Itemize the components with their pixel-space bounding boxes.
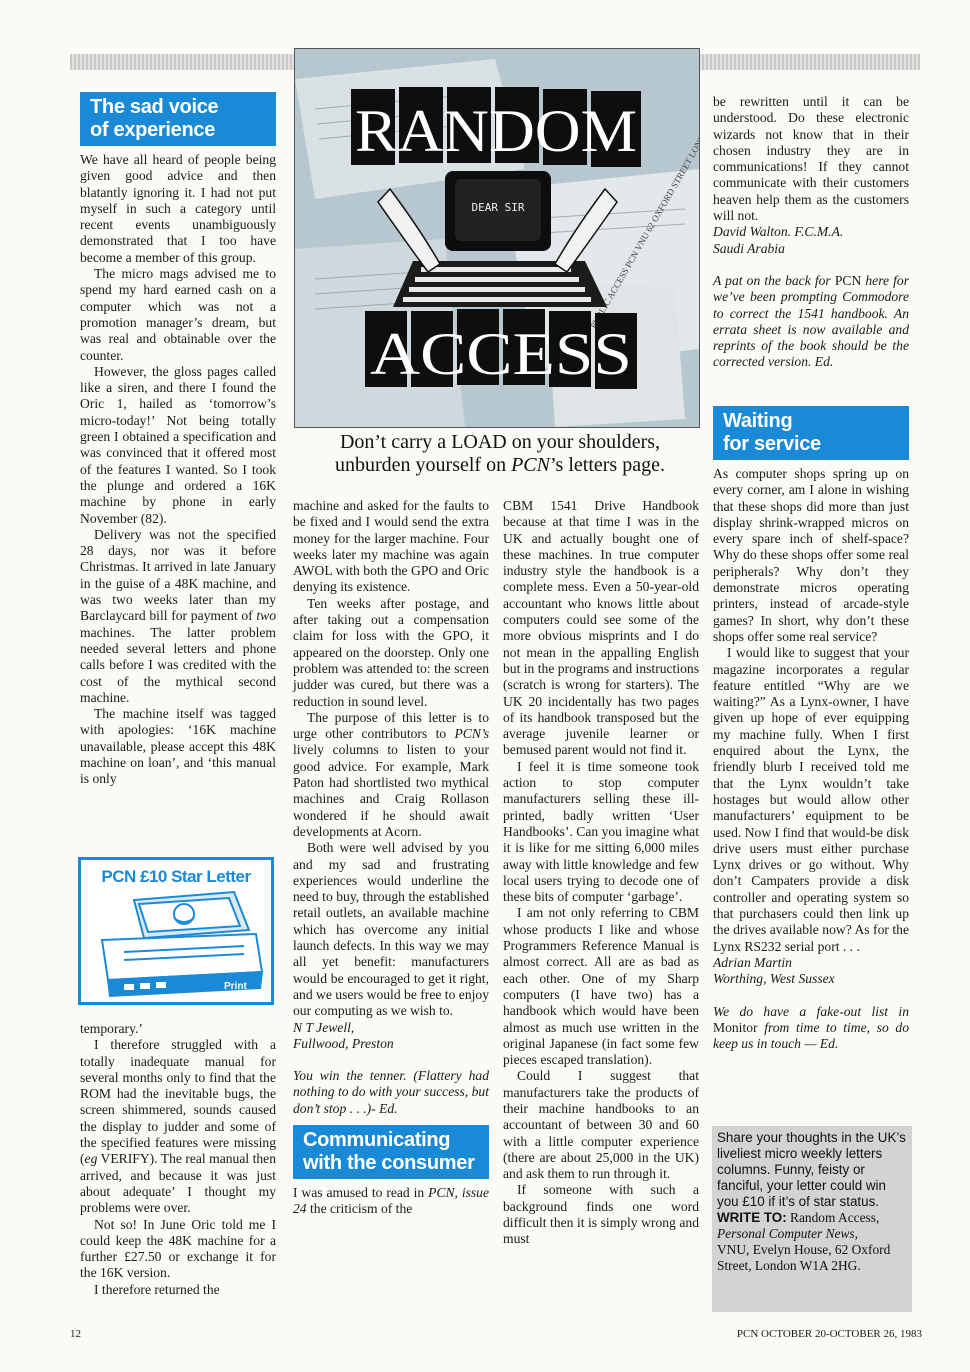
star-letter-title: PCN £10 Star Letter [101, 867, 251, 886]
paragraph: machine and asked for the faults to be fixed and I would send the extra money for the larger machine. Four weeks later my machine was again AWOL with both the GPO and Oric denying its existence. [293, 498, 489, 595]
paragraph: I therefore struggled with a totally inadequate manual for several months only to find that the ROM had the inevitable bugs, the screen shimmered, sounds caused the display to judder and some of the specified features were missing (eg VERIFY). The real manual then arrived, and because it was just about adequate’ I thought my problems were over. [80, 1037, 276, 1216]
headline-sad-voice: The sad voice of experience [80, 92, 276, 146]
signature-location: Worthing, West Sussex [713, 971, 835, 987]
illustration-svg [295, 49, 699, 427]
paragraph: The machine itself was tagged with apologies: ‘16K machine unavailable, please accept this 48K machine on loan’, and ‘this manual is only [80, 706, 276, 787]
letter-sad-voice-column-1-cont [80, 1021, 276, 1298]
paragraph: Not so! In June Oric told me I could keep the 48K machine for a further £27.50 or exchange it for the 16K version. [80, 1216, 276, 1281]
printer-icon [84, 890, 274, 1000]
signature-location: Saudi Arabia [713, 240, 785, 256]
info-text: Share your thoughts in the UK’s liveliest micro weekly letters columns. Funny, feisty or fanciful, your letter could win you £10 if it’s of star status. [717, 1130, 906, 1209]
letter-sad-voice-column-1 [80, 92, 276, 788]
paragraph: The micro mags advised me to spend my hard earned cash on a computer which was not a promotion manager’s dream, but was real and obtainable over the counter. [80, 266, 276, 363]
signature-name: Adrian Martin [713, 954, 792, 970]
editor-note: A pat on the back for PCN here for we’ve been prompting Commodore to correct the 1541 handbook. An errata sheet is now available and reprints of the book should be the corrected version. Ed. [713, 272, 909, 370]
paragraph: I was amused to read in PCN, issue 24 the criticism of the [293, 1184, 490, 1217]
printer-brand: Print [224, 981, 247, 992]
paragraph: Could I suggest that manufacturers take the products of their machine handbooks to an accountant of between 30 and 60 with a little computer experience (there are about 25,000 in the UK) and ask them to run through it. [503, 1068, 699, 1182]
paragraph: temporary.’ [80, 1021, 143, 1036]
letter-communicating-column-3 [503, 498, 699, 1248]
editor-note: You win the tenner. (Flattery had nothing to do with your success, but don’t stop . . .)- Ed. [293, 1068, 489, 1116]
screen-text: DEAR SIR [471, 201, 525, 214]
signature-name: N T Jewell, [293, 1019, 355, 1035]
paragraph: I feel it is time someone took action to stop computer manufacturers selling these ill-printed, badly written ‘User Handbooks’. Can you imagine what it is like for me sitting 6,000 miles away with little knowledge and few local users trying to decode one of these bits of computer ‘garbage’. [503, 758, 699, 905]
page-number: 12 [70, 1328, 81, 1340]
paragraph: The purpose of this letter is to urge other contributors to PCN’s lively columns to listen to your good advice. For example, Mark Paton had shortlisted two mythical machines and Craig Rollason wondered if he should await developments at Acorn. [293, 709, 489, 839]
title-access: ACCESS [370, 321, 632, 387]
paragraph: However, the gloss pages called like a siren, and there I found the Oric 1, hailed as ‘tomorrow’s micro-today!’ Not being totally green I obtained a specification and was convinced that it offered most of the features I wanted. So I took the plunge and ordered a 16K machine by phone in early November (82). [80, 363, 276, 526]
letter-sad-voice-column-2 [293, 498, 489, 1218]
paragraph: I am not only referring to CBM whose products I like and whose Programmers Reference Manual is almost correct. All are as bad as each other. One of my Sharp computers (I have two) has a handbook which would have been almost as much use written in the original Japanese (in fact some few pieces escaped translation). [503, 905, 699, 1068]
random-access-illustration [294, 48, 700, 428]
editor-note: We do have a fake-out list in Monitor from time to time, so do keep us in touch — Ed. [713, 1003, 909, 1052]
paragraph: I would like to suggest that your magazine incorporates a regular feature entitled “Why are we waiting?” As a Lynx-owner, I have given up hope of ever equipping my machine fully. When I first enquired about the Lynx, the friendly blurb I received told me that the Lynx wouldn’t take hostages but would allow other manufacturers’ equipment to be used. Now I find that would-be disk drive users must either purchase Lynx drives or go without. Why don’t Campaters provide a disk controller and operating system so that purchasers could then link up the drives available now? As for the Lynx RS232 serial port . . . [713, 645, 909, 954]
submission-info-box: Share your thoughts in the UK’s liveliest micro weekly letters columns. Funny, feisty or fanciful, your letter could win you £10 if it’s of star status. WRITE TO: Random Access, Personal Computer News, VNU, Evelyn House, 62 Oxford Street, London W1A 2HG. [712, 1126, 912, 1312]
title-random: RANDOM [355, 98, 637, 164]
signature-location: Fullwood, Preston [293, 1035, 394, 1051]
paragraph: We have all heard of people being given good advice and then blatantly ignoring it. I had not put myself in such a category until recent events unambiguously demonstrated that I too have become a member of this group. [80, 152, 276, 265]
paragraph: As computer shops spring up on every corner, am I alone in wishing that these shops did more than just display shrink-wrapped micros on every spare inch of shelf-space? Why do these shops offer some real peripherals? Why don’t they demonstrate micros operating printers, instead of arcade-style games? In short, why don’t these shops offer some real service? [713, 466, 909, 644]
paragraph: Delivery was not the specified 28 days, nor was it before Christmas. It arrived in late January in the guise of a 48K machine, and was two weeks later than my Barclaycard bill for payment of two machines. The latter problem needed several letters and phone calls before I was credited with the cost of the mythical second machine. [80, 526, 276, 705]
paragraph: I therefore returned the [94, 1281, 220, 1297]
paragraph: Both were well advised by you and my sad and frustrating experiences would underline the need to buy, through the established retail outlets, an available machine which has overcome any initial launch defects. In this way we may all yet benefit: manufacturers would be encouraged to get it right, and we users would be free to enjoy our computing as we wish to. [293, 840, 489, 1019]
headline-communicating: Communicating with the consumer [293, 1125, 489, 1179]
letter-waiting-column-4 [713, 406, 909, 1052]
star-letter-box [78, 857, 274, 1005]
paragraph: If someone with such a background finds one word difficult then it is simply wrong and must [503, 1182, 699, 1247]
letter-communicating-column-4 [713, 94, 909, 371]
paragraph: CBM 1541 Drive Handbook because at that time I was in the UK and actually bought one of these machines. In true computer industry style the handbook is a complete mess. Even a 50-year-old accountant who knows little about computers could see some of the more obvious misprints and I do not mean in the appalling English but in the programs and instructions (scratch is wrong for starters). The UK 20 incidentally has two pages of its handbook transposed but the average juvenile learner or bemused parent would not find it. [503, 498, 699, 758]
headline-waiting: Waiting for service [713, 406, 909, 460]
write-to-label: WRITE TO: [717, 1210, 787, 1225]
issue-date: PCN OCTOBER 20-OCTOBER 26, 1983 [736, 1328, 922, 1340]
illustration-caption: Don’t carry a LOAD on your shoulders, unburden yourself on PCN’s letters page. [335, 431, 665, 476]
paragraph: be rewritten until it can be understood. Do these electronic wizards not know that in their chosen industry they are in communications! If they cannot communicate with their customers heaven help them as the customers will not. [713, 94, 909, 224]
paragraph: Ten weeks after postage, and after taking out a compensation claim for loss with the GPO, it appeared on the doorstep. Only one problem was attended to: the screen judder was cured, but there was a reduction in sound level. [293, 595, 489, 709]
signature-name: David Walton. F.C.M.A. [713, 224, 844, 240]
